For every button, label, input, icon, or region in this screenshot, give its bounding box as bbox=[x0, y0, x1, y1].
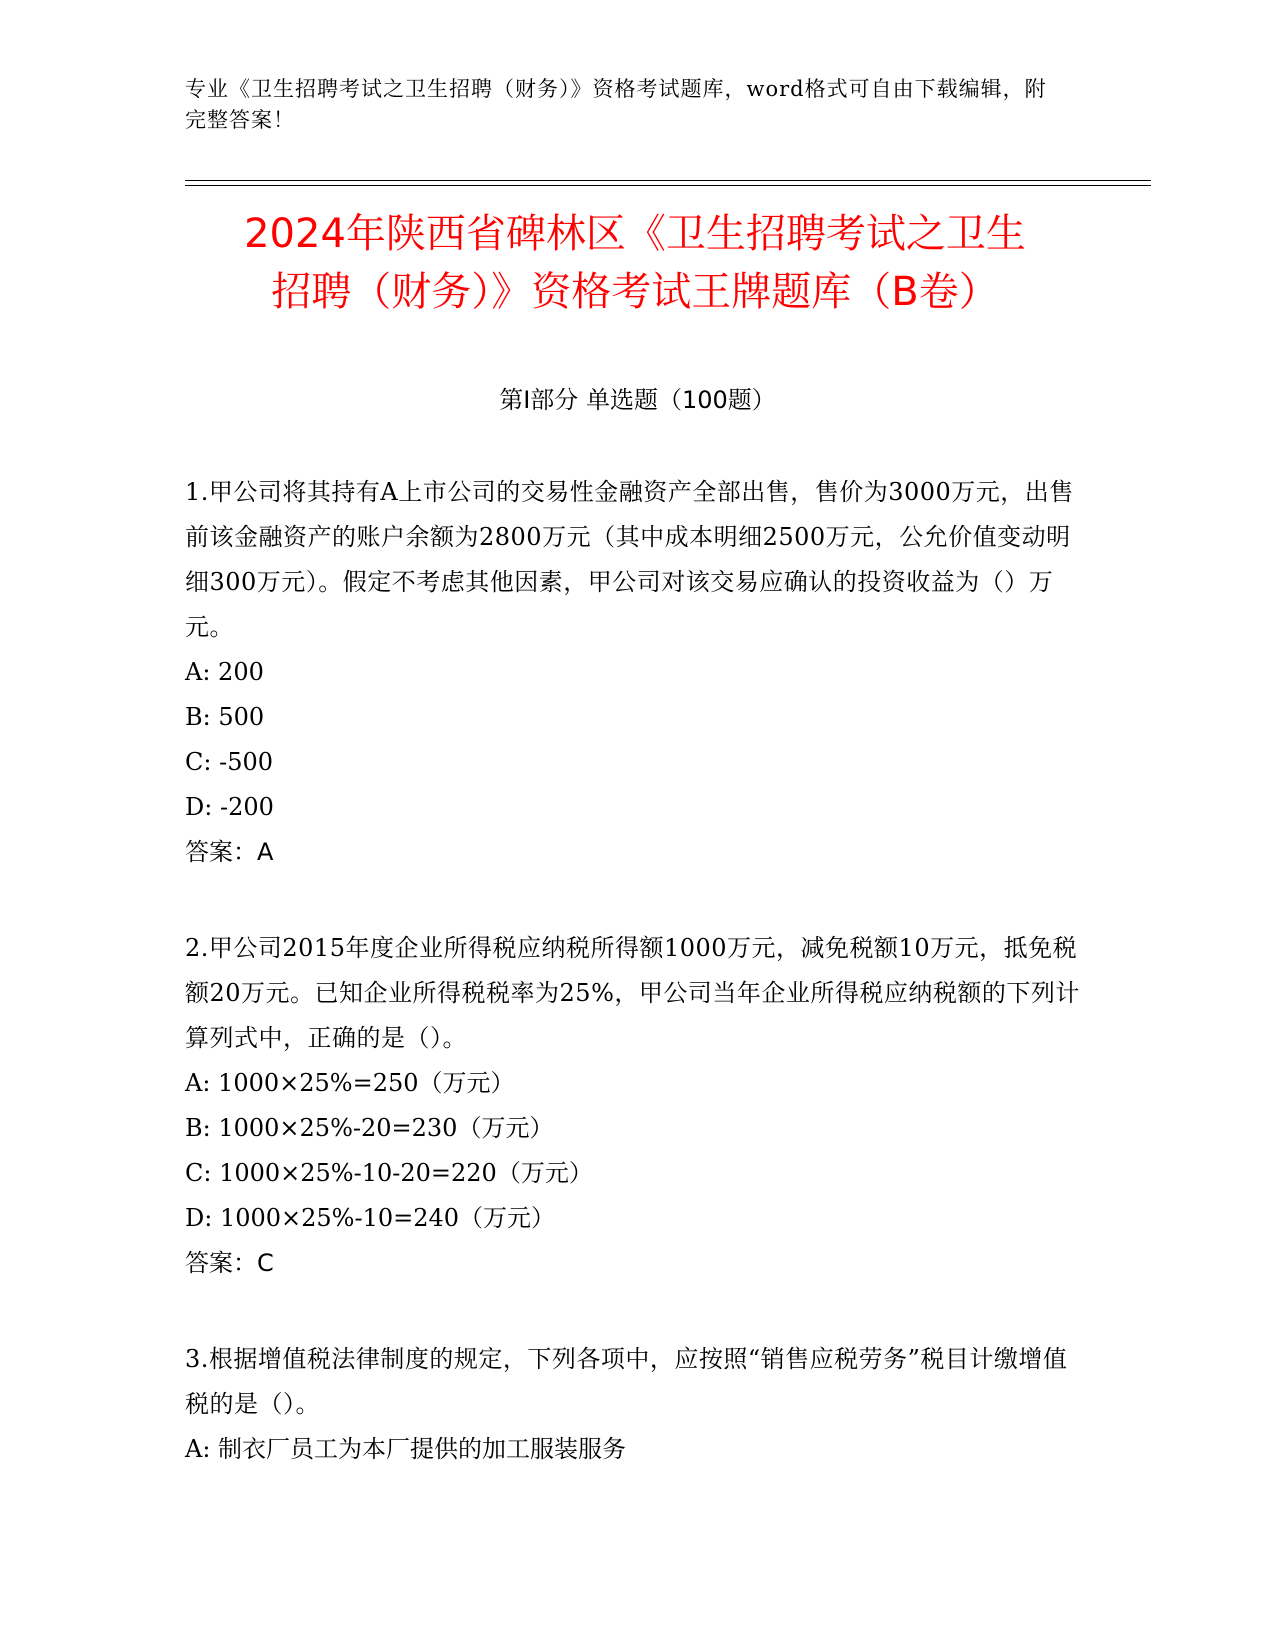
answer: 答案：A bbox=[185, 838, 274, 866]
question-2 bbox=[185, 926, 1085, 1286]
option-d: D: 1000×25%-10=240（万元） bbox=[185, 1204, 556, 1232]
header-divider-bottom bbox=[185, 185, 1151, 186]
question-1 bbox=[185, 470, 1085, 875]
question-text: 1.甲公司将其持有A上市公司的交易性金融资产全部出售，售价为3000万元，出售前该金融资产的账户余额为2800万元（其中成本明细2500万元，公允价值变动明细300万元）。假定不考虑其他因素，甲公司对该交易应确认的投资收益为（）万元。 bbox=[185, 478, 1074, 641]
question-text: 3.根据增值税法律制度的规定，下列各项中，应按照“销售应税劳务”税目计缴增值税的是（）。 bbox=[185, 1345, 1068, 1418]
section-title: 第I部分 单选题（100题） bbox=[499, 386, 776, 414]
option-b: B: 1000×25%-20=230（万元） bbox=[185, 1114, 554, 1142]
document-title-line-2: 招聘（财务）》资格考试王牌题库（B卷） bbox=[271, 269, 999, 315]
option-c: C: -500 bbox=[185, 748, 273, 776]
document-title bbox=[185, 205, 1085, 321]
document-title-line-1: 2024年陕西省碑林区《卫生招聘考试之卫生 bbox=[244, 211, 1026, 257]
option-c: C: 1000×25%-10-20=220（万元） bbox=[185, 1159, 593, 1187]
question-3 bbox=[185, 1337, 1085, 1472]
option-b: B: 500 bbox=[185, 703, 265, 731]
header-divider-top bbox=[185, 180, 1151, 181]
option-a: A: 制衣厂员工为本厂提供的加工服装服务 bbox=[185, 1435, 627, 1463]
option-d: D: -200 bbox=[185, 793, 274, 821]
question-text: 2.甲公司2015年度企业所得税应纳税所得额1000万元，减免税额10万元，抵免税额20万元。已知企业所得税税率为25%，甲公司当年企业所得税应纳税额的下列计算列式中，正确的是（）。 bbox=[185, 934, 1080, 1052]
header-note: 专业《卫生招聘考试之卫生招聘（财务）》资格考试题库，word格式可自由下载编辑，附完整答案！ bbox=[185, 77, 1047, 132]
answer: 答案：C bbox=[185, 1249, 274, 1277]
option-a: A: 1000×25%=250（万元） bbox=[185, 1069, 515, 1097]
option-a: A: 200 bbox=[185, 658, 264, 686]
